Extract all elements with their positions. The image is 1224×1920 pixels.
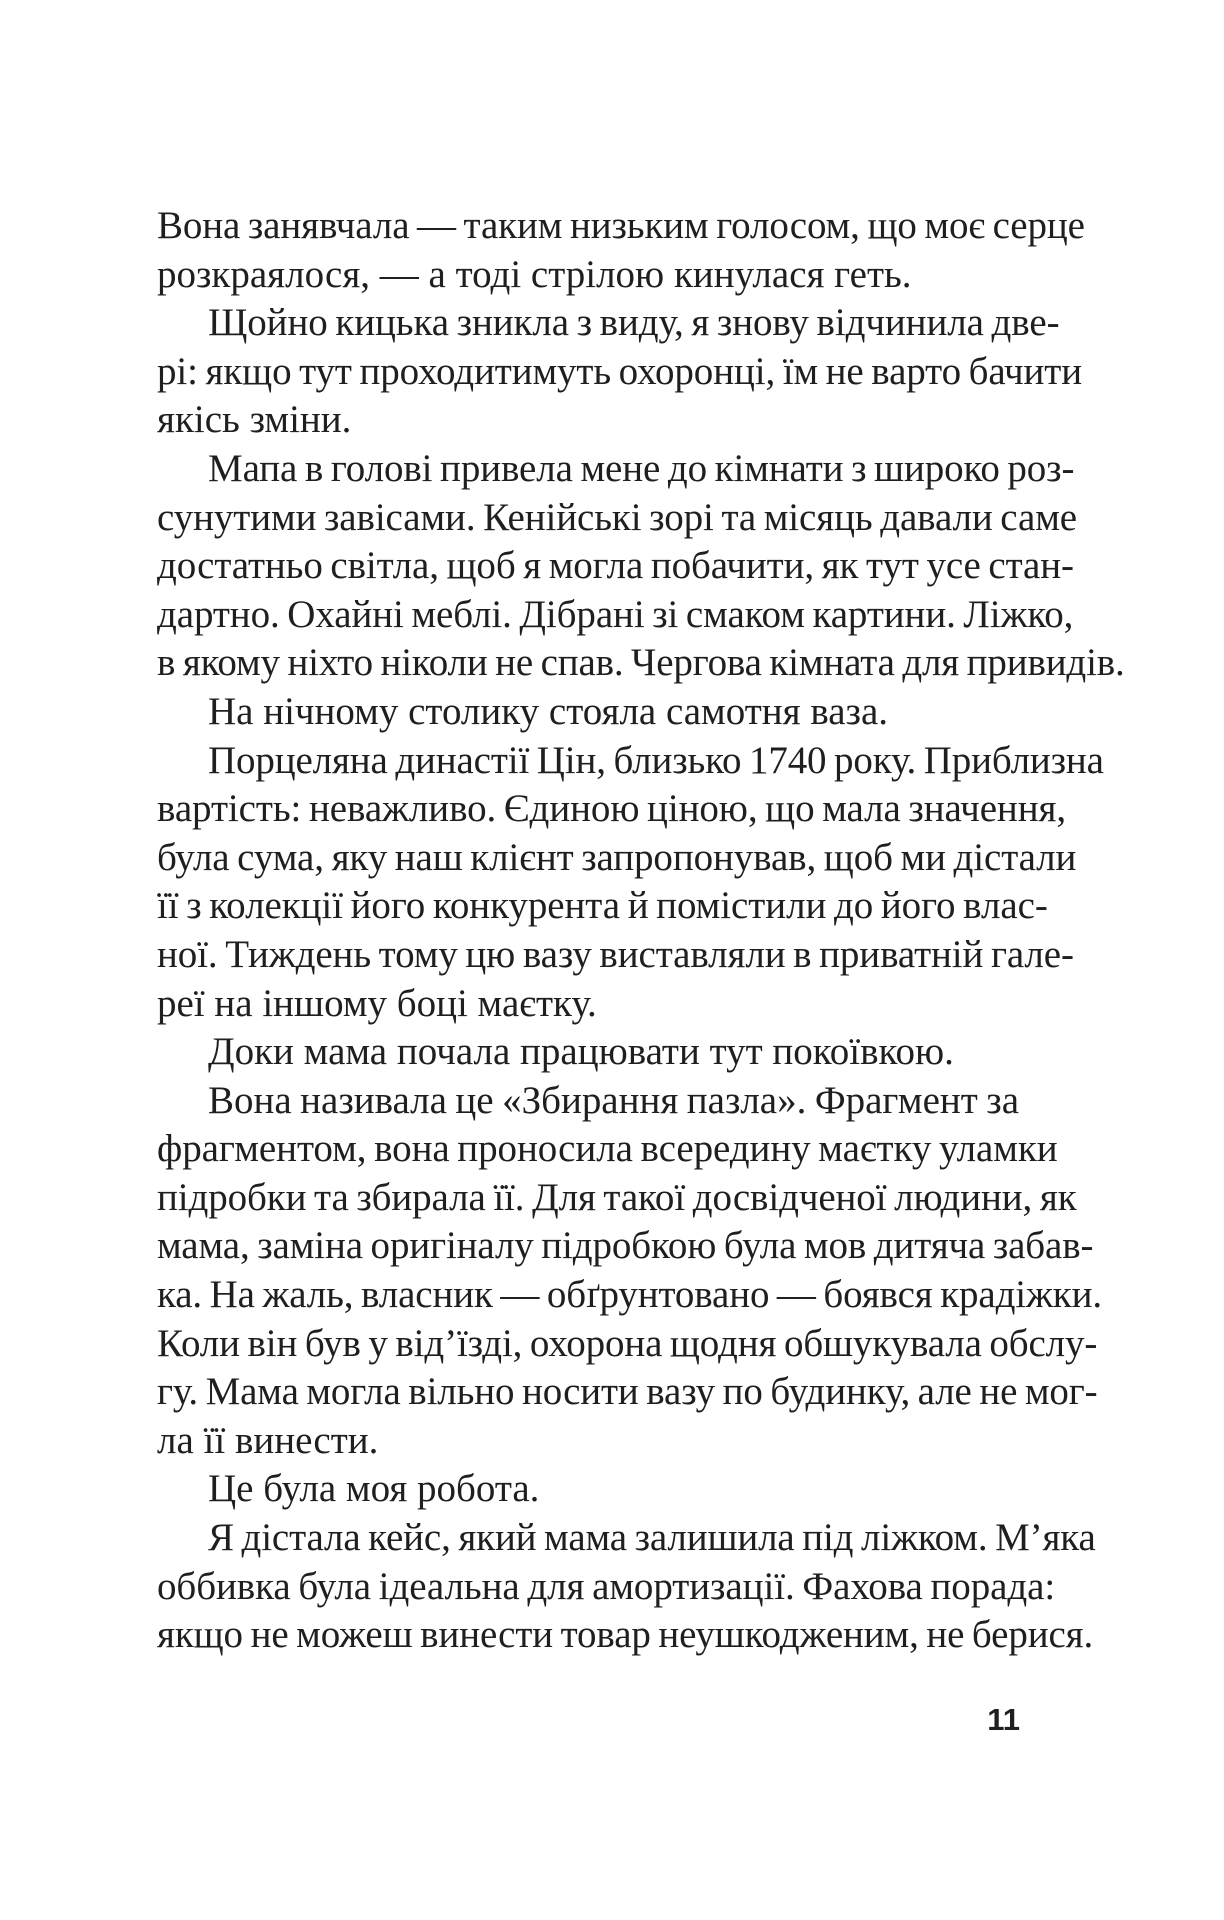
text-line: ної. Тиждень тому цю вазу виставляли в приватній гале-: [157, 932, 1074, 976]
text-line: Доки мама почала працювати тут покоївкою.: [208, 1030, 954, 1074]
text-line: Вона занявчала — таким низьким голосом, що моє серце: [157, 204, 1085, 247]
text-line: Щойно кицька зникла з виду, я знову відчинила две-: [208, 301, 1060, 345]
text-line: Мапа в голові привела мене до кімнати з широко роз-: [208, 446, 1075, 490]
text-line: розкраялося, — а тоді стрілою кинулася геть.: [157, 252, 912, 296]
body-text: [157, 202, 1125, 1660]
text-line: в якому ніхто ніколи не спав. Чергова кімната для привидів.: [157, 641, 1125, 685]
text-line: підробки та збирала її. Для такої досвідченої людини, як: [157, 1175, 1077, 1219]
text-line: Коли він був у від’їзді, охорона щодня обшукувала обслу-: [157, 1321, 1098, 1365]
text-line: ла її винести.: [157, 1418, 379, 1462]
text-line: її з колекції його конкурента й помістили до його влас-: [157, 884, 1048, 928]
text-line: вартість: неважливо. Єдиною ціною, що мала значення,: [157, 787, 1067, 831]
text-line: рі: якщо тут проходитимуть охоронці, їм не варто бачити: [157, 349, 1082, 393]
text-line: ка. На жаль, власник — обґрунтовано — боявся крадіжки.: [157, 1273, 1102, 1317]
text-line: якісь зміни.: [157, 398, 352, 442]
text-line: якщо не можеш винести товар неушкодженим, не берися.: [157, 1613, 1094, 1657]
text-line: Це була моя робота.: [208, 1467, 540, 1511]
page-number: 11: [987, 1701, 1020, 1737]
text-line: оббивка була ідеальна для амортизації. Фахова порада:: [157, 1564, 1056, 1608]
text-line: гу. Мама могла вільно носити вазу по будинку, але не мог-: [157, 1370, 1098, 1414]
text-line: дартно. Охайні меблі. Дібрані зі смаком картини. Ліжко,: [157, 592, 1074, 636]
text-line: Вона називала це «Збирання пазла». Фрагмент за: [208, 1078, 1019, 1122]
text-line: Порцеляна династії Цін, близько 1740 року. Приблизна: [208, 738, 1104, 782]
text-line: реї на іншому боці маєтку.: [157, 981, 597, 1025]
text-line: фрагментом, вона проносила всередину маєтку уламки: [157, 1127, 1058, 1171]
text-line: мама, заміна оригіналу підробкою була мов дитяча забав-: [157, 1224, 1094, 1268]
text-line: достатньо світла, щоб я могла побачити, як тут усе стан-: [157, 544, 1074, 588]
text-line: сунутими завісами. Кенійські зорі та місяць давали саме: [157, 495, 1077, 539]
text-line: була сума, яку наш клієнт запропонував, щоб ми дістали: [157, 835, 1077, 879]
text-line: На нічному столику стояла самотня ваза.: [208, 689, 889, 733]
text-line: Я дістала кейс, який мама залишила під ліжком. М’яка: [208, 1516, 1096, 1560]
